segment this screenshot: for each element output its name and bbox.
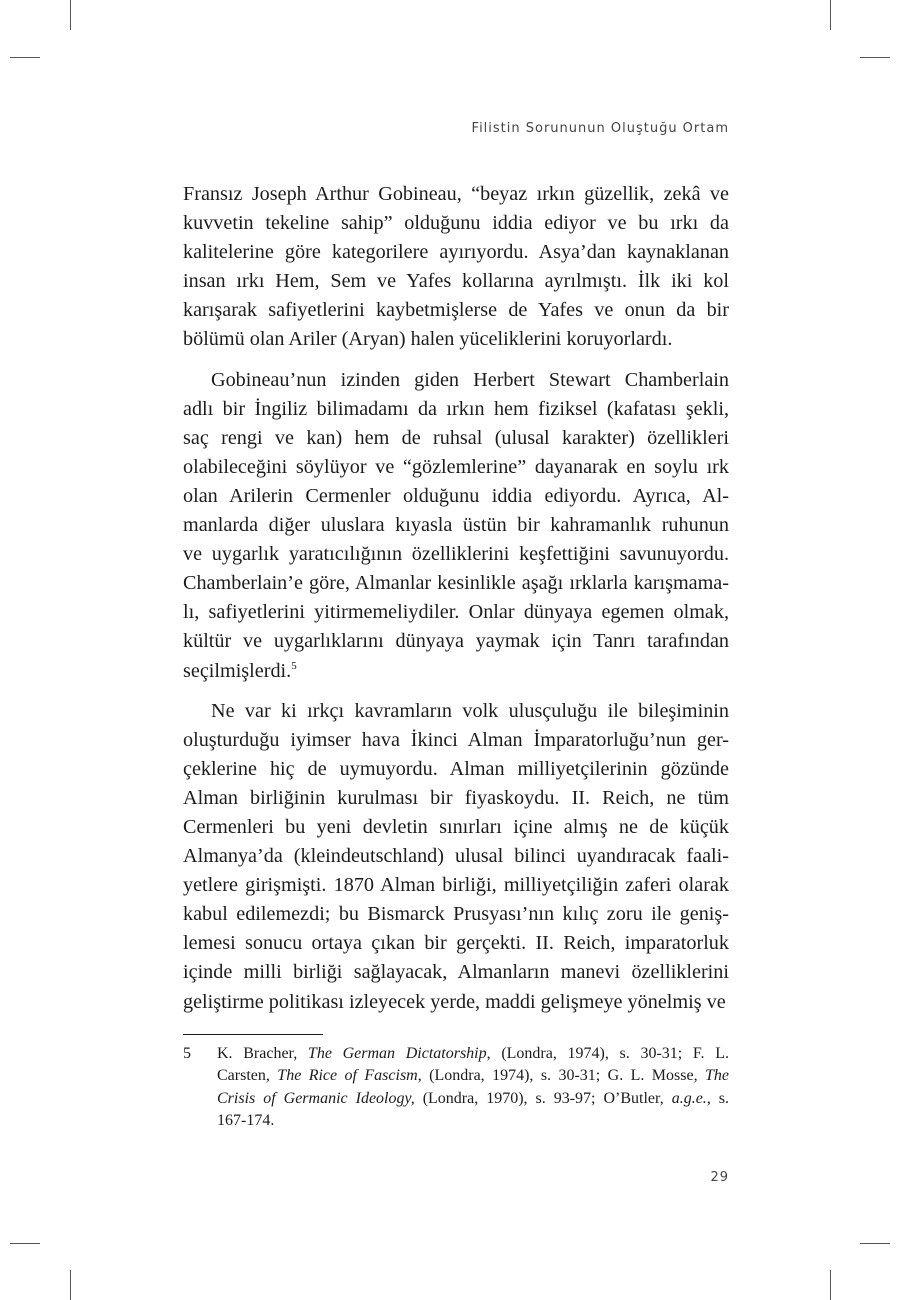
text-line: kalitelerine göre kategorilere ayırıyordu. Asya’dan kaynaklanan xyxy=(183,241,729,264)
crop-mark xyxy=(10,57,40,58)
paragraph xyxy=(183,366,729,686)
paragraph xyxy=(183,697,729,1017)
footnote xyxy=(183,1043,729,1132)
text-line: Almanya’da (kleindeutschland) ulusal bilinci uyandıracak faali- xyxy=(183,845,729,868)
text-line: Ne var ki ırkçı kavramların volk ulusçuluğu ile bileşiminin xyxy=(211,699,729,722)
text-line: manlarda diğer uluslara kıyasla üstün bir kahramanlık ruhunun xyxy=(183,514,729,537)
text-line: içinde milli birliği sağlayacak, Almanların manevi özelliklerini xyxy=(183,961,729,984)
text-line: olan Arilerin Cermenler olduğunu iddia ediyordu. Ayrıca, Al- xyxy=(183,484,729,507)
text-line: yetlere girişmişti. 1870 Alman birliği, milliyetçiliğin zaferi olarak xyxy=(183,874,729,897)
text-line: çeklerine hiç de uymuyordu. Alman milliyetçilerinin gözünde xyxy=(183,757,729,780)
text-line: ve uygarlık yaratıcılığının özelliklerini keşfettiğini savunuyordu. xyxy=(183,543,729,566)
footnote-rule xyxy=(183,1034,323,1035)
footnote-text xyxy=(217,1043,729,1132)
footnote-reference: 5 xyxy=(291,659,297,672)
paragraph xyxy=(183,180,729,355)
footnote-number: 5 xyxy=(183,1045,191,1062)
text-line: Cermenleri bu yeni devletin sınırları içine almış ne de küçük xyxy=(183,815,729,838)
text-line: kültür ve uygarlıklarını dünyaya yaymak için Tanrı tarafından xyxy=(183,630,729,653)
footnote-line: 167-174. xyxy=(217,1111,275,1129)
text-line: Chamberlain’e göre, Almanlar kesinlikle aşağı ırklarla karışmama- xyxy=(183,572,729,595)
text-line: seçilmişlerdi.$^5$ xyxy=(183,659,297,682)
text-line: lemesi sonucu ortaya çıkan bir gerçekti. II. Reich, imparatorluk xyxy=(183,932,729,955)
text-line: Gobineau’nun izinden giden Herbert Stewart Chamberlain xyxy=(211,368,729,391)
text-line: adlı bir İngiliz bilimadamı da ırkın hem fiziksel (kafatası şekli, xyxy=(183,397,729,420)
footnote-line: Crisis of Germanic Ideology, (Londra, 1970), s. 93-97; O’Butler, a.g.e., s. xyxy=(217,1089,730,1107)
text-line: kuvvetin tekeline sahip” olduğunu iddia ediyor ve bu ırkı da xyxy=(183,212,729,235)
text-line: lı, safiyetlerini yitirmemeliydiler. Onlar dünyaya egemen olmak, xyxy=(183,601,729,624)
crop-mark xyxy=(860,1243,890,1244)
crop-mark xyxy=(10,1243,40,1244)
text-line: insan ırkı Hem, Sem ve Yafes kollarına ayrılmıştı. İlk iki kol xyxy=(183,270,729,293)
text-line: olabileceğini söylüyor ve “gözlemlerine” dayanarak en soylu ırk xyxy=(183,455,729,478)
text-line: kabul edilemezdi; bu Bismarck Prusyası’nın kılıç zoru ile geniş- xyxy=(183,903,729,926)
crop-mark xyxy=(860,57,890,58)
crop-mark xyxy=(70,0,71,30)
text-line: oluşturduğu iyimser hava İkinci Alman İmparatorluğu’nun ger- xyxy=(183,728,729,751)
text-line: saç rengi ve kan) hem de ruhsal (ulusal karakter) özellikleri xyxy=(183,426,729,449)
crop-mark xyxy=(830,0,831,30)
text-line: Fransız Joseph Arthur Gobineau, “beyaz ırkın güzellik, zekâ ve xyxy=(183,183,729,205)
crop-mark xyxy=(830,1270,831,1300)
page-number: 29 xyxy=(710,1170,729,1185)
text-line: karışarak safiyetlerini kaybetmişlerse de Yafes ve onun da bir xyxy=(183,299,729,322)
text-line: geliştirme politikası izleyecek yerde, maddi gelişmeye yönelmiş ve xyxy=(183,990,726,1013)
text-line: bölümü olan Ariler (Aryan) halen yüceliklerini koruyorlardı. xyxy=(183,328,673,351)
footnote-line: Carsten, The Rice of Fascism, (Londra, 1974), s. 30-31; G. L. Mosse, The xyxy=(217,1067,730,1085)
text-line: Alman birliğinin kurulması bir fiyaskoydu. II. Reich, ne tüm xyxy=(183,786,729,809)
footnote-line: K. Bracher, The German Dictatorship, (Londra, 1974), s. 30-31; F. L. xyxy=(217,1045,729,1062)
body-text xyxy=(183,180,729,1028)
running-head: Filistin Sorununun Oluştuğu Ortam xyxy=(471,121,729,136)
crop-mark xyxy=(70,1270,71,1300)
